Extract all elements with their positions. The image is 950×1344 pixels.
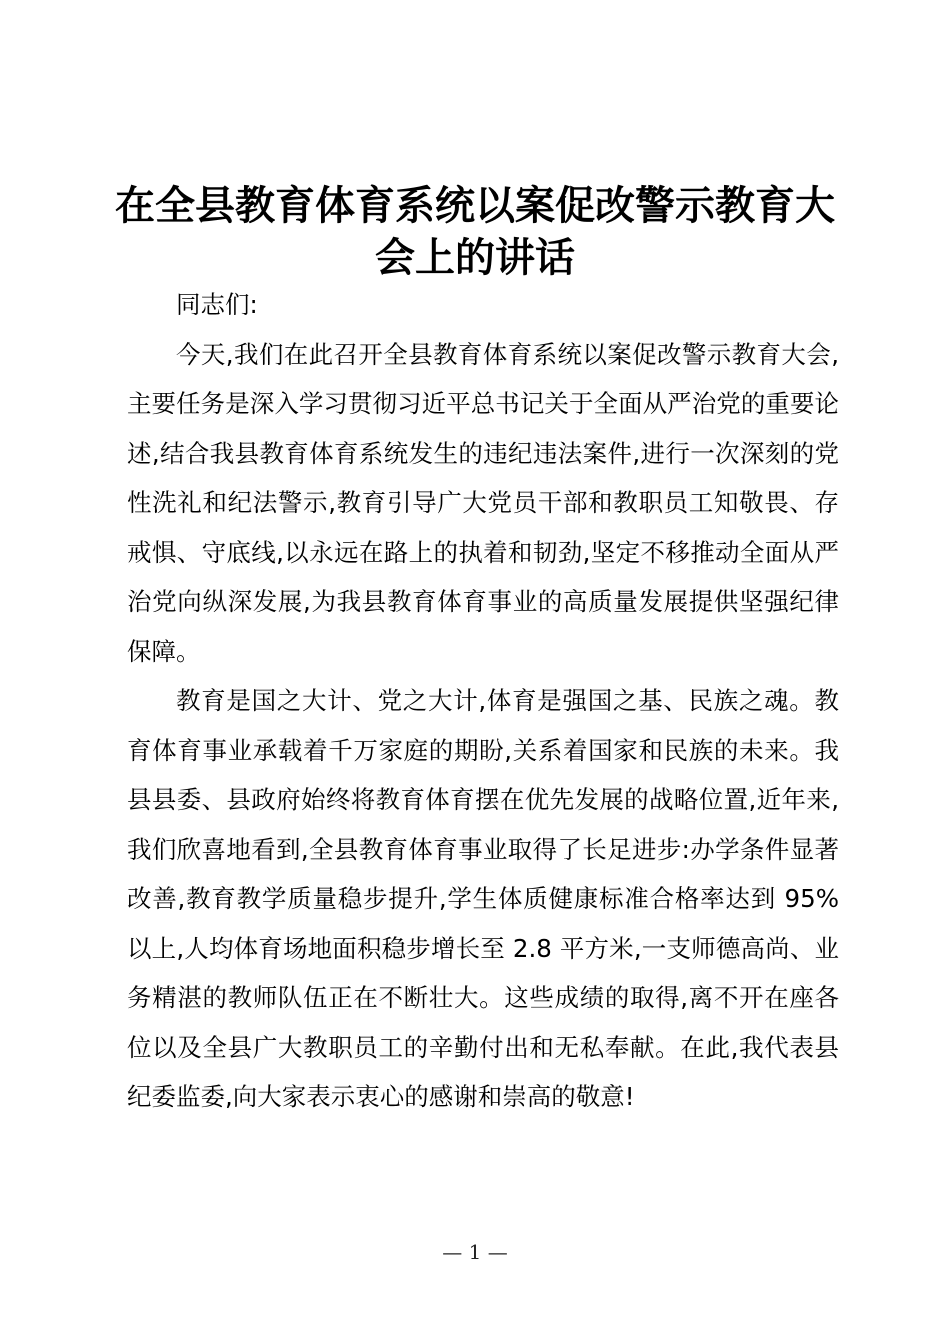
body-paragraph-2: 教育是国之大计、党之大计,体育是强国之基、民族之魂。教育体育事业承载着千万家庭的期盼,关系着国家和民族的未来。我县县委、县政府始终将教育体育摆在优先发展的战略位置,近年来,我们欣喜地看到,全县教育体育事业取得了长足进步:办学条件显著改善,教育教学质量稳步提升,学生体质健康标准合格率达到 95%以上,人均体育场地面积稳步增长至 2.8 平方米,一支师德高尚、业务精湛的教师队伍正在不断壮大。这些成绩的取得,离不开在座各位以及全县广大教职员工的辛勤付出和无私奉献。在此,我代表县纪委监委,向大家表示衷心的感谢和崇高的敬意!	[127, 686, 839, 1111]
salutation-paragraph: 同志们:	[176, 290, 258, 319]
body-paragraph-1: 今天,我们在此召开全县教育体育系统以案促改警示教育大会,主要任务是深入学习贯彻习近平总书记关于全面从严治党的重要论述,结合我县教育体育系统发生的违纪违法案件,进行一次深刻的党性洗礼和纪法警示,教育引导广大党员干部和教职员工知敬畏、存戒惧、守底线,以永远在路上的执着和韧劲,坚定不移推动全面从严治党向纵深发展,为我县教育体育事业的高质量发展提供坚强纪律保障。	[127, 339, 839, 666]
document-body	[127, 280, 839, 1122]
page-number: — 1 —	[442, 1240, 508, 1264]
document-title: 在全县教育体育系统以案促改警示教育大会上的讲话	[115, 183, 835, 281]
